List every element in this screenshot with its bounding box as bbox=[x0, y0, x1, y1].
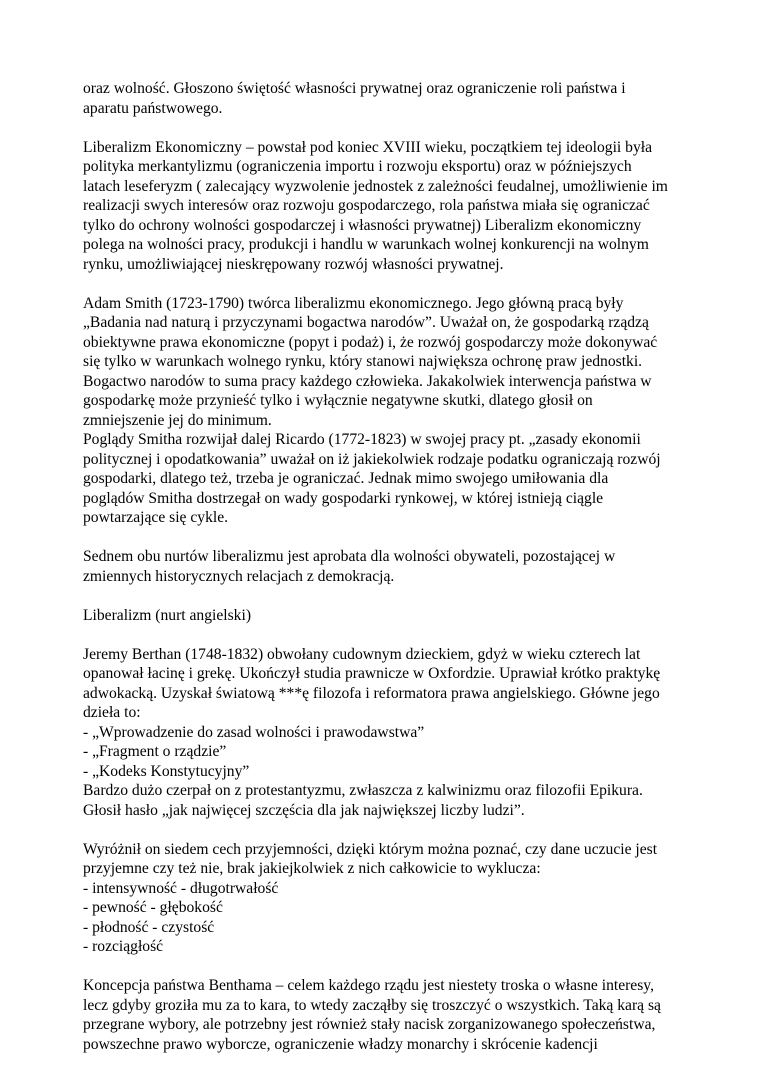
text-line: poglądów Smitha dostrzegał on wady gospodarki rynkowej, w której istnieją ciągle bbox=[83, 489, 604, 507]
text-line: gospodarki, dlatego też, trzeba je ograniczać. Jednak mimo swojego umiłowania dla bbox=[83, 470, 609, 487]
text-line: Liberalizm Ekonomiczny – powstał pod koniec XVIII wieku, początkiem tej ideologii była bbox=[83, 138, 653, 156]
text-line: przyjemne czy też nie, brak jakiejkolwiek z nich całkowicie to wyklucza: bbox=[83, 860, 541, 877]
paragraph-gap bbox=[83, 820, 700, 840]
list-item: - „Fragment o rządzie” bbox=[83, 743, 227, 760]
list-item: - „Wprowadzenie do zasad wolności i prawodawstwa” bbox=[83, 723, 425, 741]
text-line: zmniejszenie jej do minimum. bbox=[83, 411, 272, 429]
text-line: oraz wolność. Głoszono świętość własności prywatnej oraz ograniczenie roli państwa i bbox=[83, 80, 626, 97]
text-line: polega na wolności pracy, produkcji i handlu w warunkach wolnej konkurencji na wolnym bbox=[83, 236, 649, 253]
text-line: politycznej i opodatkowania” uważał on iż jakiekolwiek rodzaje podatku ograniczają rozwój bbox=[83, 450, 661, 468]
text-line: Głosił hasło „jak najwięcej szczęścia dla jak największej liczby ludzi”. bbox=[83, 801, 525, 819]
text-line: realizacji swych interesów oraz rozwoju gospodarczego, rola państwa miała się ograniczać bbox=[83, 197, 650, 214]
text-line: „Badania nad naturą i przyczynami bogactwa narodów”. Uważał on, że gospodarką rządzą bbox=[83, 314, 649, 331]
paragraph-gap bbox=[83, 957, 700, 977]
text-line: Poglądy Smitha rozwijał dalej Ricardo (1772-1823) w swojej pracy pt. „zasady ekonomii bbox=[83, 431, 641, 448]
text-line: gospodarkę może przynieść tylko i wyłącznie negatywne skutki, dlatego głosił on bbox=[83, 392, 593, 409]
list-item: - „Kodeks Konstytucyjny” bbox=[83, 762, 250, 780]
text-line: Bardzo dużo czerpał on z protestantyzmu, zwłaszcza z kalwinizmu oraz filozofii Epikura. bbox=[83, 782, 643, 799]
list-item: - rozciągłość bbox=[83, 938, 164, 955]
text-line: Wyróżnił on siedem cech przyjemności, dzięki którym można poznać, czy dane uczucie jest bbox=[83, 840, 658, 858]
text-line: obiektywne prawa ekonomiczne (popyt i podaż) i, że rozwój gospodarczy może dokonywać bbox=[83, 333, 658, 351]
text-line: powszechne prawo wyborcze, ograniczenie władzy monarchy i skrócenie kadencji bbox=[83, 1035, 598, 1053]
text-line: dzieła to: bbox=[83, 704, 141, 721]
text-line: zmiennych historycznych relacjach z demokracją. bbox=[83, 567, 395, 585]
text-line: Jeremy Berthan (1748-1832) obwołany cudownym dzieckiem, gdyż w wieku czterech lat bbox=[83, 645, 641, 663]
list-item: - pewność - głębokość bbox=[83, 899, 223, 916]
text-line: opanował łacinę i grekę. Ukończył studia prawnicze w Oxfordzie. Uprawiał krótko praktykę bbox=[83, 665, 661, 682]
text-line: Sednem obu nurtów liberalizmu jest aprobata dla wolności obywateli, pozostającej w bbox=[83, 548, 616, 565]
text-line: Bogactwo narodów to suma pracy każdego człowieka. Jakakolwiek interwencja państwa w bbox=[83, 372, 652, 390]
paragraph-gap bbox=[83, 118, 700, 138]
text-line: rynku, umożliwiającej nieskrępowany rozwój własności prywatnej. bbox=[83, 255, 504, 273]
list-item: - płodność - czystość bbox=[83, 918, 215, 936]
paragraph-gap bbox=[83, 625, 700, 645]
text-line: Koncepcja państwa Benthama – celem każdego rządu jest niestety troska o własne interesy, bbox=[83, 977, 654, 994]
text-line: latach leseferyzm ( zalecający wyzwolenie jednostek z zależności feudalnej, umożliwienie im bbox=[83, 177, 668, 195]
text-line: lecz gdyby groziła mu za to kara, to wtedy zacząłby się troszczyć o wszystkich. Taką karą są bbox=[83, 996, 661, 1014]
text-line: przegrane wybory, ale potrzebny jest również stały nacisk zorganizowanego społeczeństwa, bbox=[83, 1016, 656, 1033]
section-heading: Liberalizm (nurt angielski) bbox=[83, 606, 252, 624]
paragraph-gap bbox=[83, 586, 700, 606]
paragraph-gap bbox=[83, 274, 700, 294]
text-line: powtarzające się cykle. bbox=[83, 509, 229, 526]
list-item: - intensywność - długotrwałość bbox=[83, 879, 279, 897]
paragraph-gap bbox=[83, 528, 700, 548]
text-line: polityka merkantylizmu (ograniczenia importu i rozwoju eksportu) oraz w późniejszych bbox=[83, 158, 632, 175]
text-line: się tylko w warunkach wolnego rynku, który stanowi największa ochronę praw jednostki. bbox=[83, 353, 643, 370]
text-line: tylko do ochrony wolności gospodarczej i własności prywatnej) Liberalizm ekonomiczny bbox=[83, 216, 642, 234]
text-line: Adam Smith (1723-1790) twórca liberalizmu ekonomicznego. Jego główną pracą były bbox=[83, 294, 624, 312]
text-line: aparatu państwowego. bbox=[83, 99, 223, 117]
text-line: adwokacką. Uzyskał światową ***ę filozofa i reformatora prawa angielskiego. Główne jego bbox=[83, 684, 660, 702]
